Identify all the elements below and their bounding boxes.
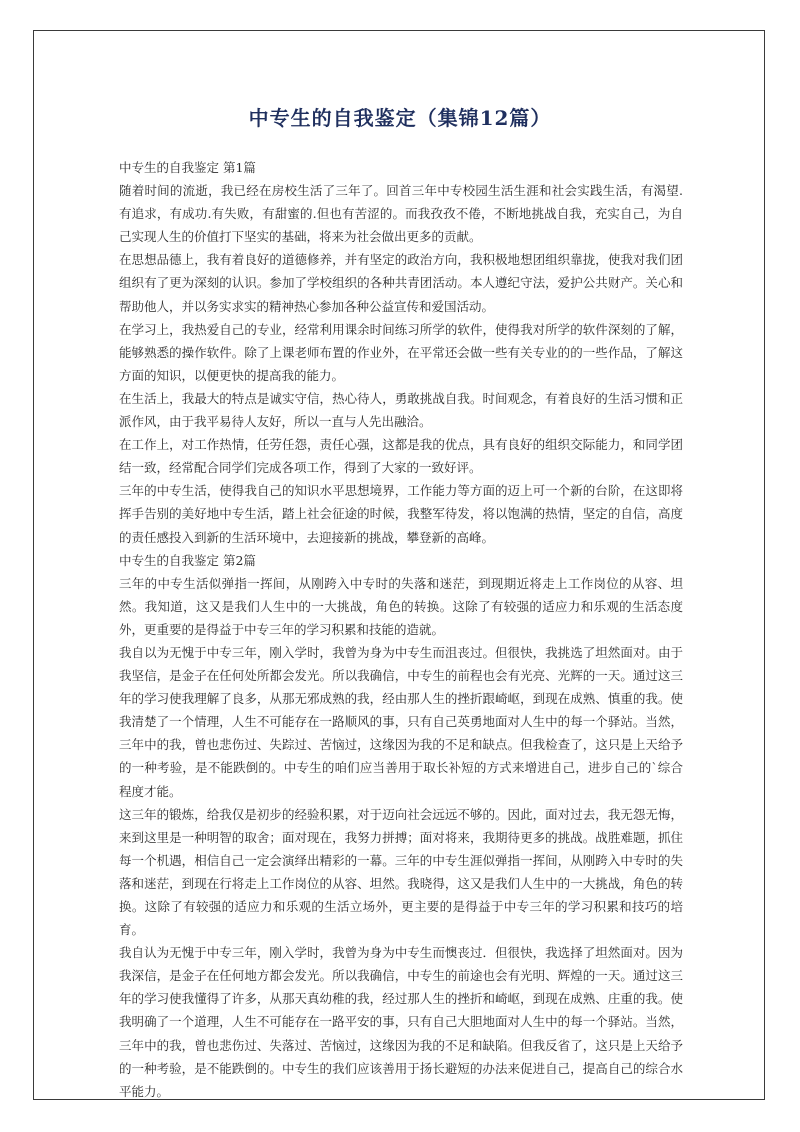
paragraph: 在思想品德上，我有着良好的道德修养，并有坚定的政治方向，我积极地想团组织靠拢，使我对我们团组织有了更为深刻的认识。参加了学校组织的各种共青团活动。本人遵纪守法，爱护公共财产。关心和帮助他人，并以务实求实的精神热心参加各种公益宣传和爱国活动。 [119,252,683,314]
paragraph: 三年的中专生活，使得我自己的知识水平思想境界，工作能力等方面的迈上可一个新的台阶，在这即将挥手告别的美好地中专生活，踏上社会征途的时候，我整军待发，将以饱满的热情，坚定的自信，高度的责任感投入到新的生活环境中，去迎接新的挑战，攀登新的高峰。 [119,483,683,545]
document-body [119,156,683,1103]
section-heading-2: 中专生的自我鉴定 第2篇 [119,552,256,568]
paragraph: 我自以为无愧于中专三年，刚入学时，我曾为身为中专生而沮丧过。但很快，我挑选了坦然面对。由于我坚信，是金子在任何处所都会发光。所以我确信，中专生的前程也会有光亮、光辉的一天。通过这三年的学习使我理解了良多，从那无邪成熟的我，经由那人生的挫折跟崎岖，到现在成熟、慎重的我。使我清楚了一个情理，人生不可能存在一路顺风的事，只有自己英勇地面对人生中的每一个驿站。当然，三年中的我，曾也悲伤过、失踪过、苦恼过，这缘因为我的不足和缺点。但我检查了，这只是上天给予的一种考验，是不能跌倒的。中专生的咱们应当善用于取长补短的方式来增进自己，进步自己的`综合程度才能。 [119,644,683,799]
paragraph: 这三年的锻炼，给我仅是初步的经验积累，对于迈向社会远远不够的。因此，面对过去，我无怨无悔，来到这里是一种明智的取舍；面对现在，我努力拼搏；面对将来，我期待更多的挑战。战胜难题，抓住每一个机遇，相信自己一定会演绎出精彩的一幕。三年的中专生涯似弹指一挥间，从刚跨入中专时的失落和迷茫，到现在行将走上工作岗位的从容、坦然。我晓得，这又是我们人生中的一大挑战，角色的转换。这除了有较强的适应力和乐观的生活立场外，更主要的是得益于中专三年的学习积累和技巧的培育。 [119,806,683,938]
paragraph: 在学习上，我热爱自己的专业，经常利用课余时间练习所学的软件，使得我对所学的软件深刻的了解，能够熟悉的操作软件。除了上课老师布置的作业外，在平常还会做一些有关专业的的一些作品，了解这方面的知识，以便更快的提高我的能力。 [119,321,683,383]
section-heading-1: 中专生的自我鉴定 第1篇 [119,160,256,175]
paragraph: 在生活上，我最大的特点是诚实守信，热心待人，勇敢挑战自我。时间观念，有着良好的生活习惯和正派作风，由于我平易待人友好，所以一直与人先出融洽。 [119,390,683,430]
document-title: 中专生的自我鉴定（集锦12篇） [248,106,552,130]
paragraph: 随着时间的流逝，我已经在房校生活了三年了。回首三年中专校园生活生涯和社会实践生活，有渴望.有追求，有成功.有失败，有甜蜜的.但也有苦涩的。而我孜孜不倦，不断地挑战自我，充实自己，为自己实现人生的价值打下坚实的基础，将来为社会做出更多的贡献。 [119,183,683,245]
paragraph: 在工作上，对工作热情，任劳任怨，责任心强，这都是我的优点，具有良好的组织交际能力，和同学团结一致，经常配合同学们完成各项工作，得到了大家的一致好评。 [119,437,683,476]
paragraph: 我自认为无愧于中专三年，刚入学时，我曾为身为中专生而懊丧过．但很快，我选择了坦然面对。因为我深信，是金子在任何地方都会发光。所以我确信，中专生的前途也会有光明、辉煌的一天。通过这三年的学习使我懂得了许多，从那天真幼稚的我，经过那人生的挫折和崎岖，到现在成熟、庄重的我。使我明确了一个道理，人生不可能存在一路平安的事，只有自己大胆地面对人生中的每一个驿站。当然，三年中的我，曾也悲伤过、失落过、苦恼过，这缘因为我的不足和缺陷。但我反省了，这只是上天给予的一种考验，是不能跌倒的。中专生的我们应该善用于扬长避短的办法来促进自己，提高自己的综合水平能力。 [119,945,683,1099]
paragraph: 三年的中专生活似弹指一挥间，从刚跨入中专时的失落和迷茫，到现期近将走上工作岗位的从容、坦然。我知道，这又是我们人生中的一大挑战，角色的转换。这除了有较强的适应力和乐观的生活态度外，更重要的是得益于中专三年的学习积累和技能的造就。 [119,575,683,637]
